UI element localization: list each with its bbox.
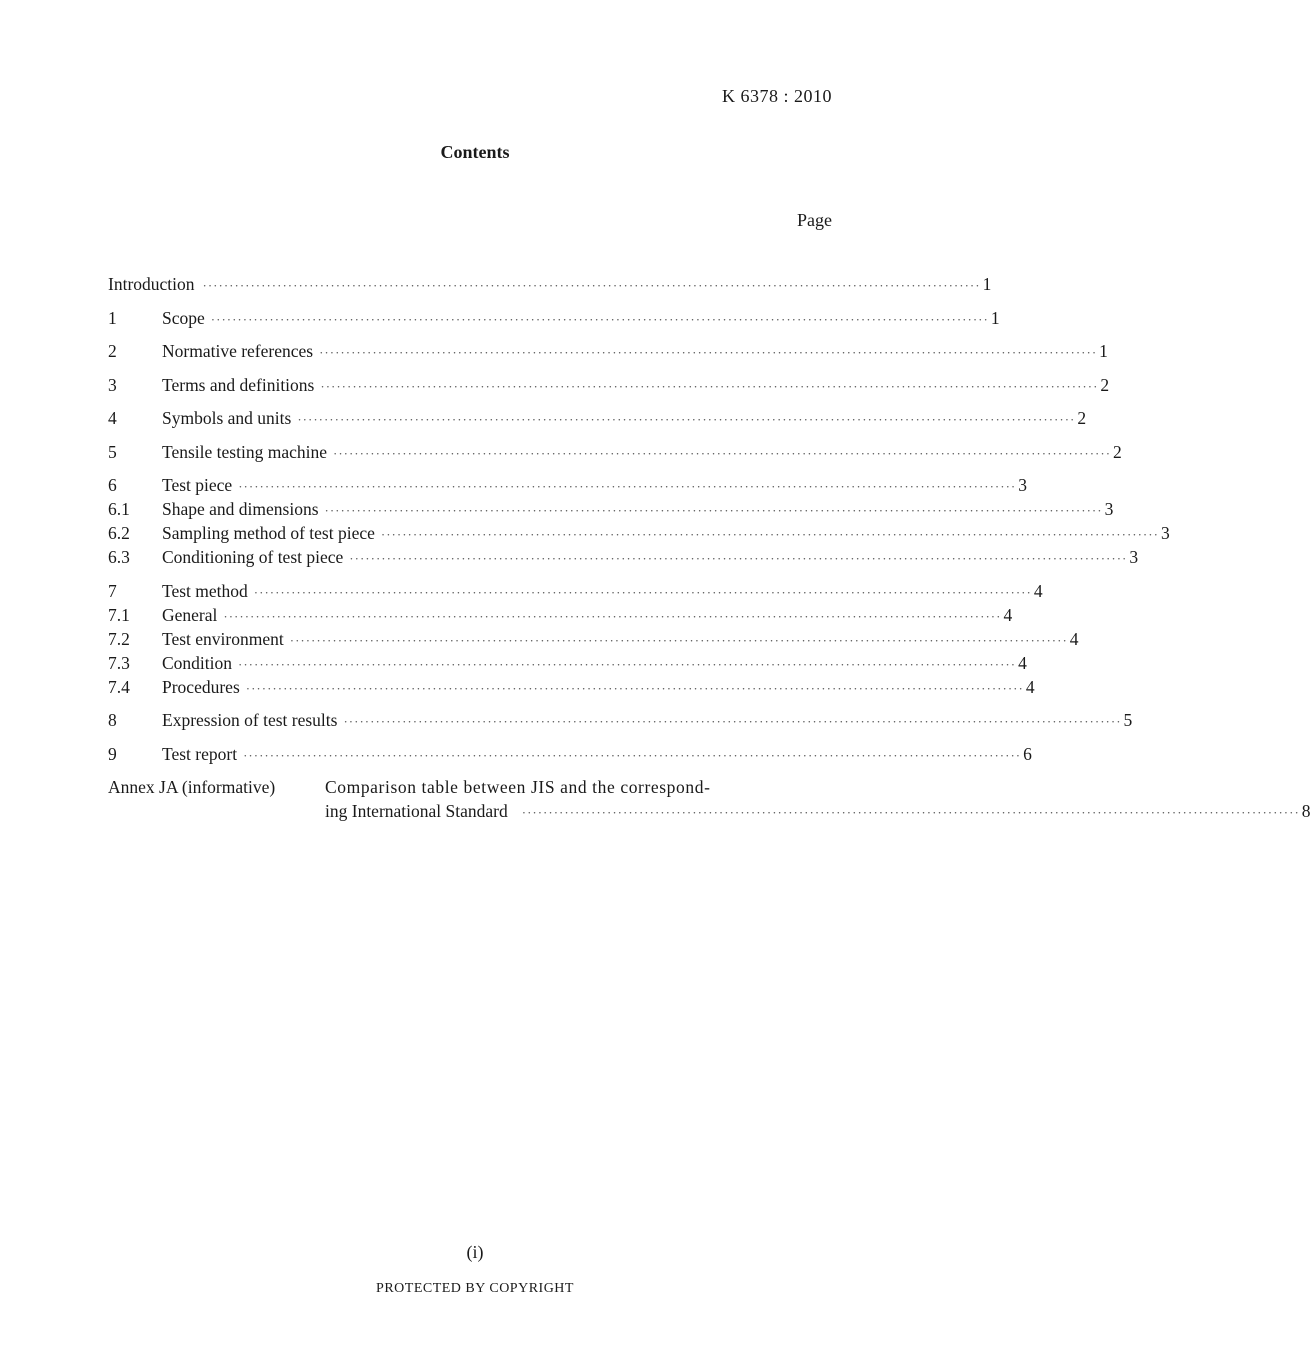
- toc-entry: [108, 675, 1035, 699]
- toc-entry-label: Scope: [162, 307, 205, 328]
- toc-entry: [108, 627, 1079, 651]
- toc-entry-number: 3: [108, 374, 117, 395]
- toc-entry: [108, 545, 1139, 569]
- toc-entry: [108, 306, 1000, 330]
- toc-entry: [108, 603, 1013, 627]
- toc-entry: [108, 406, 1087, 430]
- toc-entry-number: 1: [108, 307, 117, 328]
- toc-entry: [108, 579, 1043, 603]
- dot-leader: [522, 801, 1300, 825]
- toc-entry-label: Test report: [162, 743, 238, 764]
- toc-entry-number: 9: [108, 743, 117, 764]
- toc-entry-page: 8: [1301, 801, 1311, 821]
- toc-entry-label: Test piece: [162, 475, 233, 495]
- toc-entry-page: 2: [1113, 441, 1122, 462]
- annex-title-line-1: Comparison table between JIS and the correspond-: [325, 777, 711, 797]
- toc-entry-number: 6: [108, 475, 117, 495]
- toc-entry: [108, 708, 1133, 732]
- toc-entry-annex: [108, 775, 1311, 823]
- toc-entry-label: Terms and definitions: [162, 374, 315, 395]
- dot-leader: [238, 475, 1016, 499]
- toc-entry-label: Introduction: [108, 274, 195, 294]
- toc-entry-page: 2: [1077, 408, 1087, 428]
- toc-entry-page: 4: [1018, 652, 1027, 673]
- toc-entry-number: 7.4: [108, 676, 130, 697]
- dot-leader: [319, 341, 1097, 365]
- dot-leader: [333, 442, 1111, 466]
- table-of-contents: [108, 272, 1311, 823]
- toc-entry-number: 8: [108, 710, 117, 730]
- dot-leader: [343, 710, 1121, 734]
- toc-entry-page: 3: [1018, 475, 1028, 495]
- toc-entry-page: 1: [990, 307, 1000, 328]
- toc-entry-number: 7.1: [108, 604, 130, 625]
- toc-entry-page: 4: [1069, 628, 1079, 649]
- toc-entry-label: Expression of test results: [162, 710, 338, 730]
- page-number: (i): [466, 1242, 484, 1262]
- annex-title: [325, 775, 1311, 823]
- toc-entry: [108, 440, 1122, 464]
- standard-number: K 6378 : 2010: [722, 86, 832, 106]
- toc-entry-number: 6.2: [108, 523, 130, 543]
- toc-entry: [108, 521, 1170, 545]
- toc-entry-page: 6: [1023, 743, 1032, 764]
- toc-entry-label: Procedures: [162, 676, 240, 697]
- toc-entry-page: 4: [1025, 676, 1035, 697]
- toc-entry-number: 7.2: [108, 628, 130, 649]
- dot-leader: [297, 408, 1075, 432]
- toc-entry-label: Sampling method of test piece: [162, 523, 375, 543]
- toc-entry-page: 2: [1100, 374, 1110, 395]
- toc-entry-page: 4: [1003, 604, 1013, 625]
- dot-leader: [349, 547, 1127, 571]
- dot-leader: [211, 308, 989, 332]
- toc-entry-number: 4: [108, 408, 117, 428]
- page-title: Contents: [440, 142, 510, 162]
- toc-entry-number: 7.3: [108, 652, 130, 673]
- toc-entry: [108, 473, 1028, 497]
- annex-title-line-2-text: ing International Standard: [325, 801, 508, 821]
- dot-leader: [325, 499, 1103, 523]
- dot-leader: [238, 653, 1016, 677]
- dot-leader: [246, 677, 1024, 701]
- toc-entry-number: 7: [108, 580, 117, 601]
- toc-entry-label: General: [162, 604, 218, 625]
- toc-entry-label: Normative references: [162, 341, 314, 361]
- dot-leader: [203, 274, 981, 298]
- copyright-notice: PROTECTED BY COPYRIGHT: [376, 1281, 574, 1296]
- toc-entry-label: Symbols and units: [162, 408, 292, 428]
- toc-entry-page: 1: [1099, 341, 1108, 361]
- toc-entry: [108, 742, 1032, 766]
- toc-entry-number: 6.3: [108, 547, 130, 567]
- toc-entry-page: 3: [1160, 523, 1170, 543]
- toc-entry: [108, 373, 1110, 397]
- toc-entry-label: Test environment: [162, 628, 284, 649]
- toc-entry-page: 1: [982, 274, 992, 294]
- toc-entry-page: 4: [1033, 580, 1043, 601]
- toc-entry-label: Test method: [162, 580, 248, 601]
- toc-entry-label: Shape and dimensions: [162, 499, 319, 519]
- toc-entry-introduction: [108, 272, 992, 296]
- dot-leader: [320, 375, 1098, 399]
- dot-leader: [381, 523, 1159, 547]
- toc-entry: [108, 497, 1114, 521]
- toc-entry-page: 3: [1129, 547, 1139, 567]
- toc-entry-page: 3: [1104, 499, 1114, 519]
- toc-entry-number: 2: [108, 341, 117, 361]
- dot-leader: [243, 744, 1021, 768]
- toc-entry-page: 5: [1123, 710, 1133, 730]
- page-column-label: Page: [797, 210, 832, 230]
- dot-leader: [223, 605, 1001, 629]
- toc-entry-label: Condition: [162, 652, 233, 673]
- annex-label: Annex JA (informative): [108, 777, 276, 797]
- toc-entry-number: 6.1: [108, 499, 130, 519]
- toc-entry-label: Tensile testing machine: [162, 441, 327, 462]
- toc-entry-label: Conditioning of test piece: [162, 547, 344, 567]
- dot-leader: [254, 581, 1032, 605]
- toc-entry: [108, 339, 1108, 363]
- toc-entry-number: 5: [108, 441, 117, 462]
- dot-leader: [290, 629, 1068, 653]
- annex-title-line-2: [325, 799, 1311, 823]
- toc-entry: [108, 651, 1027, 675]
